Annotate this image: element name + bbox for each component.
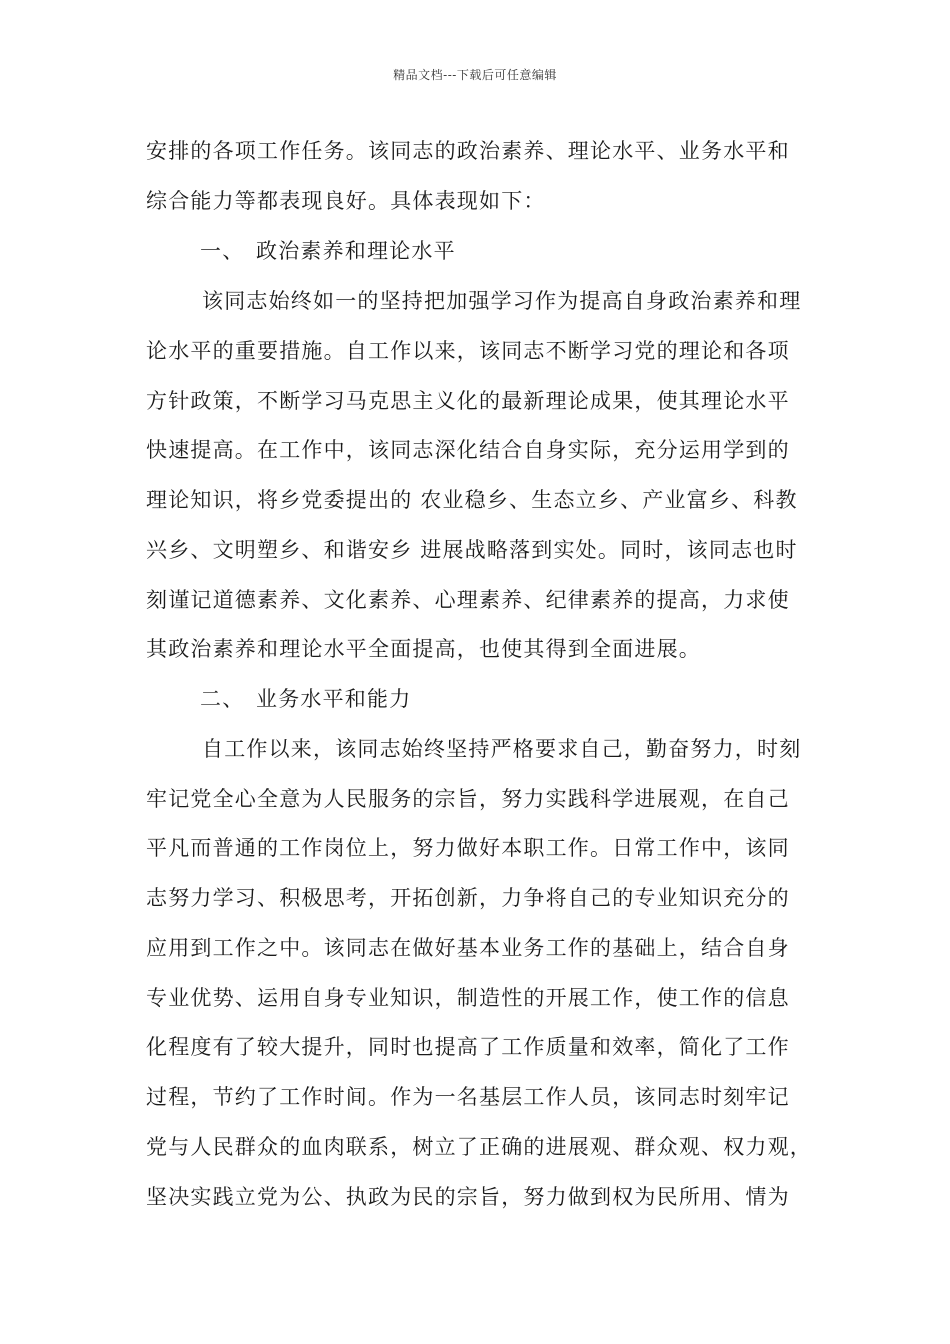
section-title: 业务水平和能力 bbox=[256, 687, 412, 711]
body-line: 刻谨记道德素养、文化素养、心理素养、纪律素养的提高，力求使 bbox=[146, 588, 790, 612]
body-line: 论水平的重要措施。自工作以来，该同志不断学习党的理论和各项 bbox=[146, 339, 790, 363]
section-heading-1 bbox=[200, 236, 456, 266]
body-line: 安排的各项工作任务。该同志的政治素养、理论水平、业务水平和 bbox=[146, 139, 790, 163]
body-line: 兴乡、文明塑乡、和谐安乡 进展战略落到实处。同时，该同志也时 bbox=[146, 538, 798, 562]
body-line: 自工作以来，该同志始终坚持严格要求自己，勤奋努力，时刻 bbox=[202, 737, 802, 761]
body-line: 党与人民群众的血肉联系，树立了正确的进展观、群众观、权力观， bbox=[146, 1135, 812, 1159]
body-line: 方针政策，不断学习马克思主义化的最新理论成果，使其理论水平 bbox=[146, 389, 790, 413]
page-header: 精品文档---下载后可任意编辑 bbox=[393, 68, 557, 82]
body-line: 理论知识，将乡党委提出的 农业稳乡、生态立乡、产业富乡、科教 bbox=[146, 488, 798, 512]
body-line: 专业优势、运用自身专业知识，制造性的开展工作，使工作的信息 bbox=[146, 986, 790, 1010]
body-line: 过程，节约了工作时间。作为一名基层工作人员，该同志时刻牢记 bbox=[146, 1085, 790, 1109]
section-title: 政治素养和理论水平 bbox=[256, 239, 456, 263]
body-line: 该同志始终如一的坚持把加强学习作为提高自身政治素养和理 bbox=[202, 289, 802, 313]
body-line: 应用到工作之中。该同志在做好基本业务工作的基础上，结合自身 bbox=[146, 936, 790, 960]
section-heading-2 bbox=[200, 684, 411, 714]
body-line: 志努力学习、积极思考，开拓创新，力争将自己的专业知识充分的 bbox=[146, 886, 790, 910]
body-line: 坚决实践立党为公、执政为民的宗旨，努力做到权为民所用、情为 bbox=[146, 1185, 790, 1209]
body-line: 快速提高。在工作中，该同志深化结合自身实际，充分运用学到的 bbox=[146, 438, 790, 462]
body-line: 其政治素养和理论水平全面提高，也使其得到全面进展。 bbox=[146, 637, 701, 661]
body-line: 平凡而普通的工作岗位上，努力做好本职工作。日常工作中，该同 bbox=[146, 836, 790, 860]
body-line: 牢记党全心全意为人民服务的宗旨，努力实践科学进展观，在自己 bbox=[146, 787, 790, 811]
body-line: 综合能力等都表现良好。具体表现如下： bbox=[146, 189, 546, 213]
section-number: 一、 bbox=[200, 239, 245, 263]
body-line: 化程度有了较大提升，同时也提高了工作质量和效率，简化了工作 bbox=[146, 1035, 790, 1059]
section-number: 二、 bbox=[200, 687, 245, 711]
